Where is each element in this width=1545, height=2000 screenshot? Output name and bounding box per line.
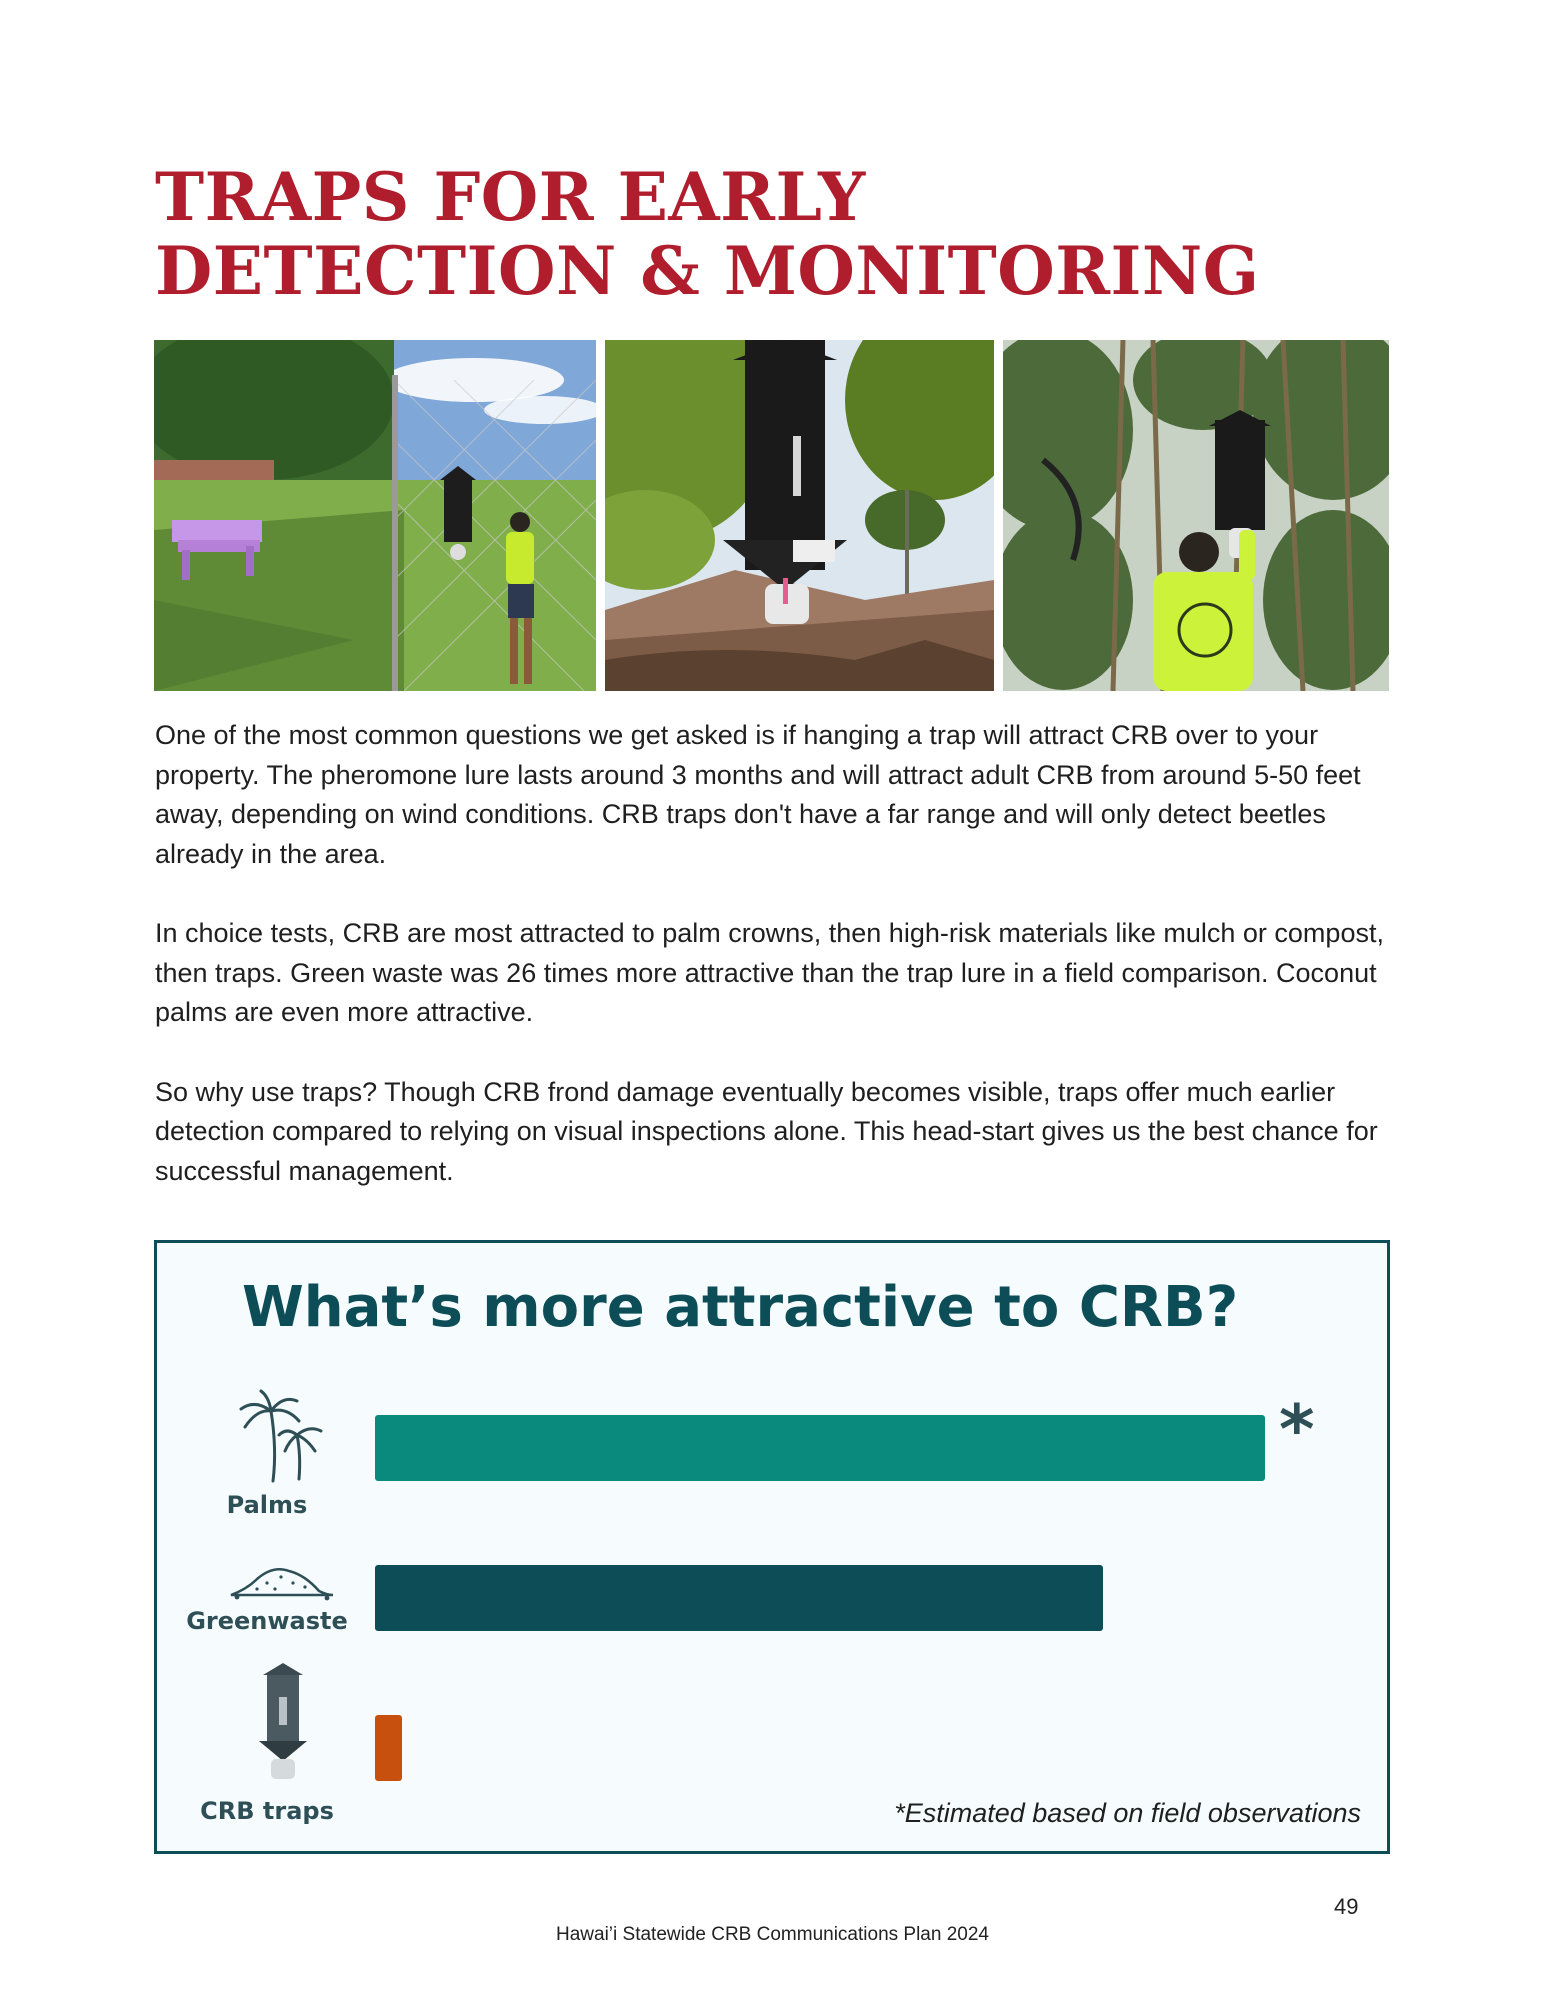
bar-palms: [375, 1415, 1265, 1481]
palm-trees-icon: [237, 1389, 327, 1485]
body-text: [155, 716, 1395, 1231]
bar-greenwaste: [375, 1565, 1103, 1631]
category-label-crb-traps: CRB traps: [200, 1797, 334, 1825]
photo-fence-trap: [154, 340, 596, 691]
footer-text: Hawai’i Statewide CRB Communications Plan 2024: [556, 1924, 989, 1945]
page-title: [155, 160, 1260, 308]
bar-annotation-asterisk: *: [1279, 1391, 1315, 1470]
bar-crb-traps: [375, 1715, 402, 1781]
photo-tree-trap: [605, 340, 994, 691]
photo-worker-trap: [1003, 340, 1389, 691]
page-title-line-2: DETECTION & MONITORING: [155, 232, 1260, 310]
category-label-greenwaste: Greenwaste: [186, 1607, 348, 1635]
attractiveness-chart: [154, 1240, 1390, 1854]
chart-title: What’s more attractive to CRB?: [242, 1275, 1239, 1340]
paragraph-why-traps: So why use traps? Though CRB frond damage eventually becomes visible, traps offer much earlier detection compared to relying on visual inspections alone. This head-start gives us the best chance for successful management.: [155, 1076, 1378, 1186]
category-label-palms: Palms: [226, 1491, 308, 1519]
page-title-line-1: TRAPS FOR EARLY: [155, 158, 866, 236]
page-number: 49: [1334, 1894, 1359, 1919]
chart-footnote: *Estimated based on field observations: [894, 1798, 1361, 1828]
greenwaste-pile-icon: [227, 1561, 337, 1601]
crb-trap-icon: [255, 1661, 311, 1783]
paragraph-trap-range: One of the most common questions we get asked is if hanging a trap will attract CRB over to your property. The pheromone lure lasts around 3 months and will attract adult CRB from around 5-50 feet away, depending on wind conditions. CRB traps don't have a far range and will only detect beetles already in the area.: [155, 720, 1361, 869]
paragraph-choice-tests: In choice tests, CRB are most attracted to palm crowns, then high-risk materials like mulch or compost, then traps. Green waste was 26 times more attractive than the trap lure in a field comparison. Coconut palms are even more attractive.: [155, 918, 1384, 1027]
